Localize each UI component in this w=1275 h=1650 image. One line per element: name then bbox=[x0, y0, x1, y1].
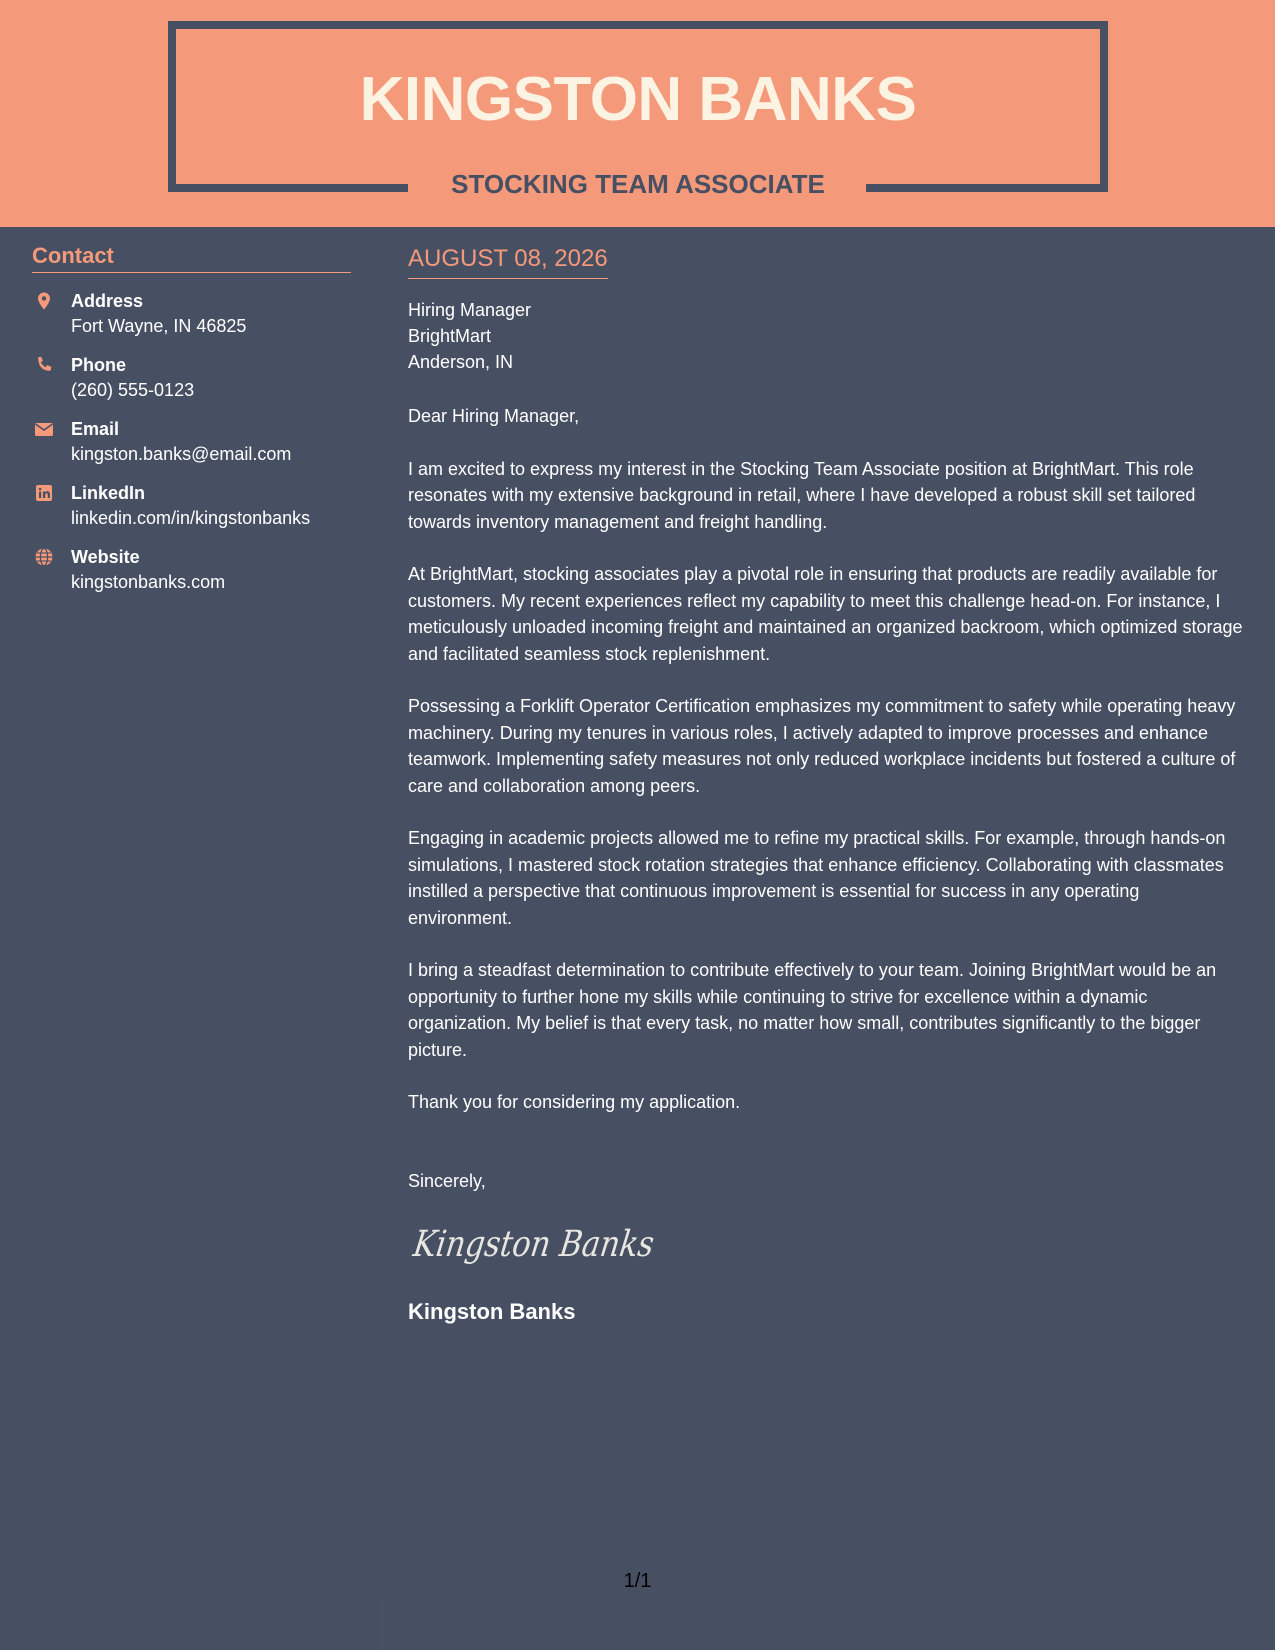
job-title: STOCKING TEAM ASSOCIATE bbox=[451, 169, 825, 199]
contact-item-phone bbox=[32, 353, 351, 403]
linkedin-icon bbox=[34, 483, 54, 503]
envelope-icon bbox=[34, 419, 54, 439]
website-value[interactable]: kingstonbanks.com bbox=[71, 572, 226, 592]
recipient-company: BrightMart bbox=[408, 326, 492, 346]
column-divider bbox=[382, 1600, 383, 1650]
contact-label: Address bbox=[71, 291, 144, 311]
closing: Sincerely, bbox=[408, 1170, 486, 1191]
linkedin-value[interactable]: linkedin.com/in/kingstonbanks bbox=[71, 508, 311, 528]
paragraph-2: At BrightMart, stocking associates play a pivotal role in ensuring that products are readily available for customers. My recent experiences reflect my capability to meet this challenge head-on. For instance, I meticulously unloaded incoming freight and maintained an organized backroom, which optimized storage and facilitated seamless stock replenishment. bbox=[408, 564, 1243, 664]
contact-item-website bbox=[32, 545, 351, 595]
contact-label: Email bbox=[71, 419, 120, 439]
contact-item-address bbox=[32, 289, 351, 339]
contact-label: Website bbox=[71, 547, 140, 567]
signature-image bbox=[410, 1214, 702, 1274]
paragraph-4: Engaging in academic projects allowed me to refine my practical skills. For example, through hands-on simulations, I mastered stock rotation strategies that enhance efficiency. Collaborating with classmates instilled a perspective that continuous improvement is essential for success in any operating environment. bbox=[408, 828, 1226, 928]
contact-sidebar bbox=[32, 242, 351, 595]
recipient-title: Hiring Manager bbox=[408, 300, 532, 320]
letter-body bbox=[408, 243, 1246, 1327]
phone-value: (260) 555-0123 bbox=[71, 380, 195, 400]
globe-icon bbox=[34, 547, 54, 567]
contact-label: LinkedIn bbox=[71, 483, 146, 503]
signed-name: Kingston Banks bbox=[408, 1299, 576, 1324]
paragraph-1: I am excited to express my interest in the Stocking Team Associate position at BrightMart. This role resonates with my extensive background in retail, where I have developed a robust skill set tailored towards inventory management and freight handling. bbox=[408, 458, 1196, 532]
page-number: 1/1 bbox=[623, 1570, 652, 1592]
letter-date: AUGUST 08, 2026 bbox=[408, 243, 608, 279]
recipient-location: Anderson, IN bbox=[408, 352, 514, 372]
contact-label: Phone bbox=[71, 355, 127, 375]
header-banner bbox=[0, 0, 1275, 227]
paragraph-3: Possessing a Forklift Operator Certification emphasizes my commitment to safety while operating heavy machinery. During my tenures in various roles, I actively adapted to improve processes and enhance teamwork. Implementing safety measures not only reduced workplace incidents but fostered a culture of care and collaboration among peers. bbox=[408, 696, 1236, 796]
contact-item-email bbox=[32, 417, 351, 467]
contact-heading: Contact bbox=[32, 242, 351, 273]
email-value[interactable]: kingston.banks@email.com bbox=[71, 444, 292, 464]
salutation: Dear Hiring Manager, bbox=[408, 406, 580, 426]
paragraph-thanks: Thank you for considering my application. bbox=[408, 1092, 741, 1112]
paragraph-5: I bring a steadfast determination to contribute effectively to your team. Joining BrightMart would be an opportunity to further hone my skills while continuing to strive for excellence within a dynamic organization. My belief is that every task, no matter how small, contributes significantly to the bigger picture. bbox=[408, 960, 1217, 1060]
svg-text:Kingston Banks: Kingston Banks bbox=[410, 1222, 702, 1265]
contact-item-linkedin bbox=[32, 481, 351, 531]
candidate-name: KINGSTON BANKS bbox=[359, 65, 917, 134]
map-pin-icon bbox=[34, 291, 54, 311]
phone-icon bbox=[34, 355, 54, 375]
address-value: Fort Wayne, IN 46825 bbox=[71, 316, 247, 336]
recipient-block bbox=[408, 297, 1246, 375]
